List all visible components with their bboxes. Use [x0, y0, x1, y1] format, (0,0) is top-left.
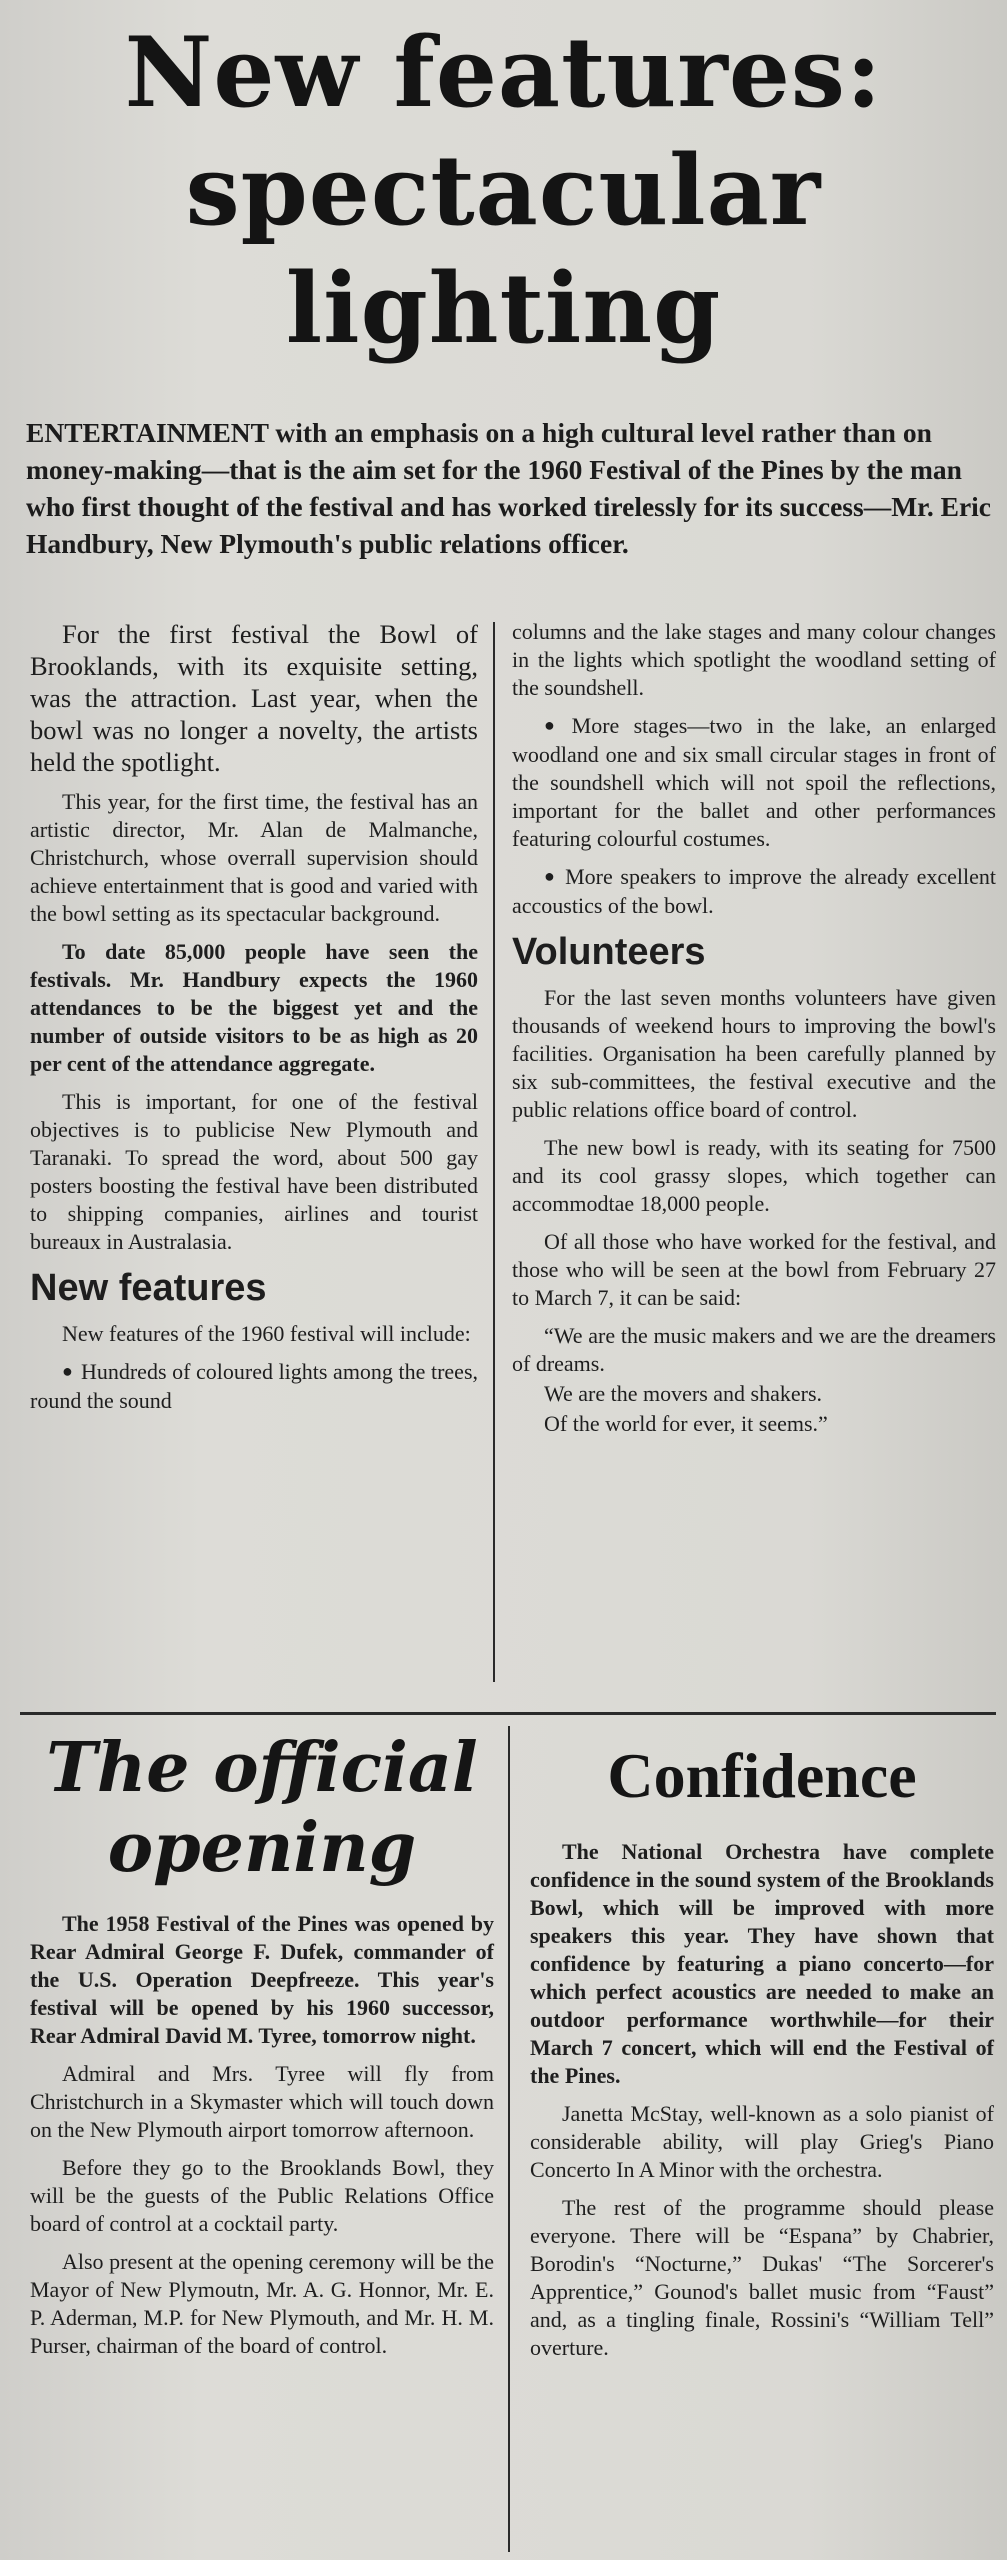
confidence-story	[530, 1736, 994, 2372]
opening-para-4: Also present at the opening ceremony will be the Mayor of New Plymoutn, Mr. A. G. Honnor, Mr. E. P. Aderman, M.P. for New Plymouth, and Mr. H. M. Purser, chairman of the board of control.	[30, 2249, 494, 2358]
column-rule-bottom	[508, 1726, 510, 2552]
lede-text: ENTERTAINMENT with an emphasis on a high cultural level rather than on money-making—that is the aim set for the 1960 Festival of the Pines by the man who first thought of the festival and has worked tirelessly for its success—Mr. Eric Handbury, New Plymouth's public relations officer.	[26, 417, 991, 559]
right-para-9: Of the world for ever, it seems.”	[544, 1411, 828, 1436]
opening-para-3: Before they go to the Brooklands Bowl, they will be the guests of the Public Relations Office board of control at a cocktail party.	[30, 2155, 494, 2236]
confidence-heading: Confidence	[607, 1740, 917, 1811]
confidence-para-1: The National Orchestra have complete confidence in the sound system of the Brooklands Bowl, which will be improved with more speakers this year. They have shown that confidence by featuring a piano concerto—for which perfect acoustics are needed to make an outdoor performance worthwhile—for their March 7 concert, which will end the Festival of the Pines.	[530, 1839, 994, 2088]
left-para-6: ● Hundreds of coloured lights among the trees, round the sound	[30, 1358, 478, 1415]
headline-line-1: New features:	[124, 16, 883, 129]
right-para-5: The new bowl is ready, with its seating for 7500 and its cool grassy slopes, which together can accommodtae 18,000 people.	[512, 1135, 996, 1216]
right-para-7: “We are the music makers and we are the dreamers of dreams.	[512, 1323, 996, 1376]
right-para-8: We are the movers and shakers.	[544, 1381, 823, 1406]
confidence-para-2: Janetta McStay, well-known as a solo pianist of considerable ability, will play Grieg's Piano Concerto In A Minor with the orchestra.	[530, 2101, 994, 2182]
opening-heading-line-1: The official	[46, 1728, 478, 1808]
right-para-4: For the last seven months volunteers have given thousands of weekend hours to improving the bowl's facilities. Organisation ha been carefully planned by six sub-committees, the festival executive and the public relations office board of control.	[512, 985, 996, 1122]
opening-para-1: The 1958 Festival of the Pines was opened by Rear Admiral George F. Dufek, commander of the U.S. Operation Deepfreeze. This year's festival will be opened by his 1960 successor, Rear Admiral David M. Tyree, tomorrow night.	[30, 1911, 494, 2048]
opening-heading-line-2: opening	[107, 1808, 417, 1888]
subhead-volunteers: Volunteers	[512, 931, 706, 973]
confidence-para-3: The rest of the programme should please everyone. There will be “Espana” by Chabrier, Borodin's “Nocturne,” Dukas' “The Sorcerer's Apprentice,” Gounod's ballet music from “Faust” and, as a tingling finale, Rossini's “William Tell” overture.	[530, 2195, 994, 2360]
column-rule-top	[493, 622, 495, 1682]
lede-paragraph	[26, 414, 994, 562]
opening-heading	[30, 1728, 494, 1888]
right-column	[512, 618, 996, 1448]
headline-line-2: spectacular	[185, 134, 822, 247]
subhead-new-features: New features	[30, 1267, 267, 1309]
left-para-1: For the first festival the Bowl of Brooklands, with its exquisite setting, was the attraction. Last year, when the bowl was no longer a novelty, the artists held the spotlight.	[30, 619, 478, 777]
right-para-2: ● More stages—two in the lake, an enlarged woodland one and six small circular stages in front of the soundshell which will not spoil the reflections, important for the ballet and other performances featuring colourful costumes.	[512, 712, 996, 853]
left-para-5: New features of the 1960 festival will include:	[62, 1321, 471, 1346]
section-divider	[20, 1712, 996, 1715]
headline-line-3: lighting	[285, 252, 722, 365]
left-para-2: This year, for the first time, the festival has an artistic director, Mr. Alan de Malmanche, Christchurch, whose overrall supervision should achieve entertainment that is good and varied with the bowl setting as its spectacular background.	[30, 789, 478, 926]
right-para-1: columns and the lake stages and many colour changes in the lights which spotlight the woodland setting of the soundshell.	[512, 619, 996, 700]
main-headline	[0, 14, 1007, 368]
right-para-3: ● More speakers to improve the already excellent accoustics of the bowl.	[512, 863, 996, 920]
right-para-6: Of all those who have worked for the festival, and those who will be seen at the bowl from February 27 to March 7, it can be said:	[512, 1229, 996, 1310]
opening-story	[30, 1728, 494, 2370]
opening-para-2: Admiral and Mrs. Tyree will fly from Christchurch in a Skymaster which will touch down on the New Plymouth airport tomorrow afternoon.	[30, 2061, 494, 2142]
left-para-4: This is important, for one of the festival objectives is to publicise New Plymouth and Taranaki. To spread the word, about 500 gay posters boosting the festival have been distributed to shipping companies, airlines and tourist bureaux in Australasia.	[30, 1089, 478, 1254]
left-column	[30, 618, 478, 1425]
left-para-3: To date 85,000 people have seen the festivals. Mr. Handbury expects the 1960 attendances to be the biggest yet and the number of outside visitors to be as high as 20 per cent of the attendance aggregate.	[30, 939, 478, 1076]
